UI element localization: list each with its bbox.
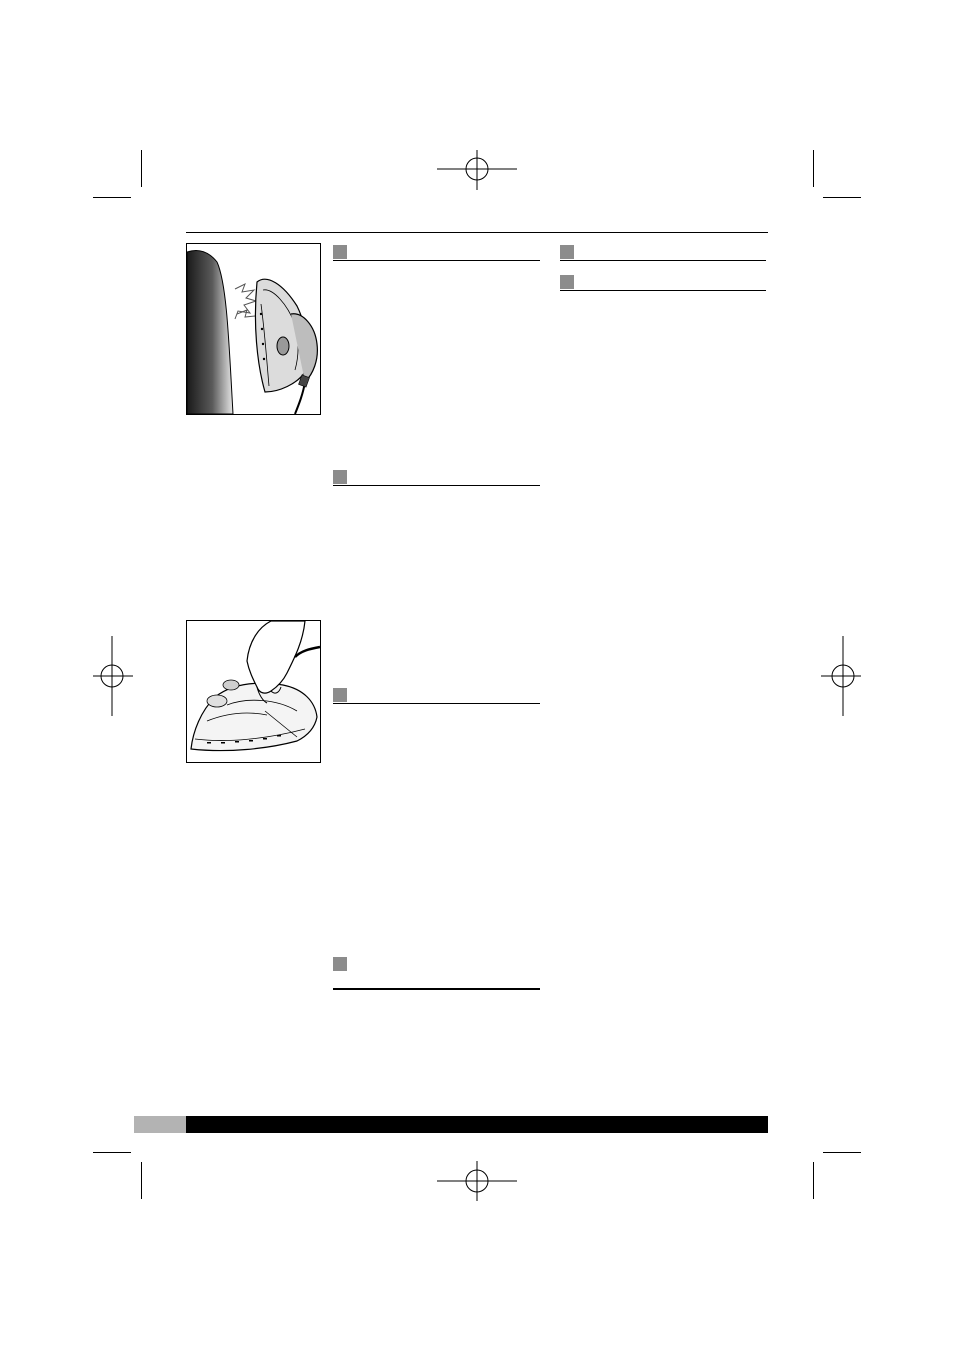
registration-mark-top bbox=[437, 150, 517, 190]
section-marker bbox=[333, 688, 347, 702]
section-rule bbox=[560, 290, 766, 291]
section-rule bbox=[333, 260, 540, 261]
section-rule bbox=[333, 703, 540, 704]
section-marker bbox=[333, 245, 347, 259]
footer-bar bbox=[186, 1116, 768, 1133]
header-rule bbox=[186, 232, 768, 233]
crop-mark bbox=[141, 1162, 142, 1199]
section-marker bbox=[560, 245, 574, 259]
registration-mark-left bbox=[93, 636, 133, 716]
crop-mark bbox=[823, 197, 861, 198]
registration-mark-right bbox=[821, 636, 861, 716]
crop-mark bbox=[141, 150, 142, 187]
section-rule bbox=[333, 485, 540, 486]
crop-mark bbox=[93, 197, 131, 198]
section-rule bbox=[560, 260, 766, 261]
steam-iron-button-icon bbox=[187, 621, 320, 762]
section-rule bbox=[333, 988, 540, 990]
figure-vertical-steaming bbox=[186, 243, 321, 415]
section-marker bbox=[333, 470, 347, 484]
steam-iron-vertical-icon bbox=[187, 244, 320, 414]
section-marker bbox=[333, 957, 347, 971]
crop-mark bbox=[93, 1152, 131, 1153]
registration-mark-bottom bbox=[437, 1161, 517, 1201]
crop-mark bbox=[813, 1162, 814, 1199]
section-marker bbox=[560, 275, 574, 289]
crop-mark bbox=[823, 1152, 861, 1153]
crop-mark bbox=[813, 150, 814, 187]
figure-hand-button bbox=[186, 620, 321, 763]
footer-page-tab bbox=[134, 1116, 186, 1133]
